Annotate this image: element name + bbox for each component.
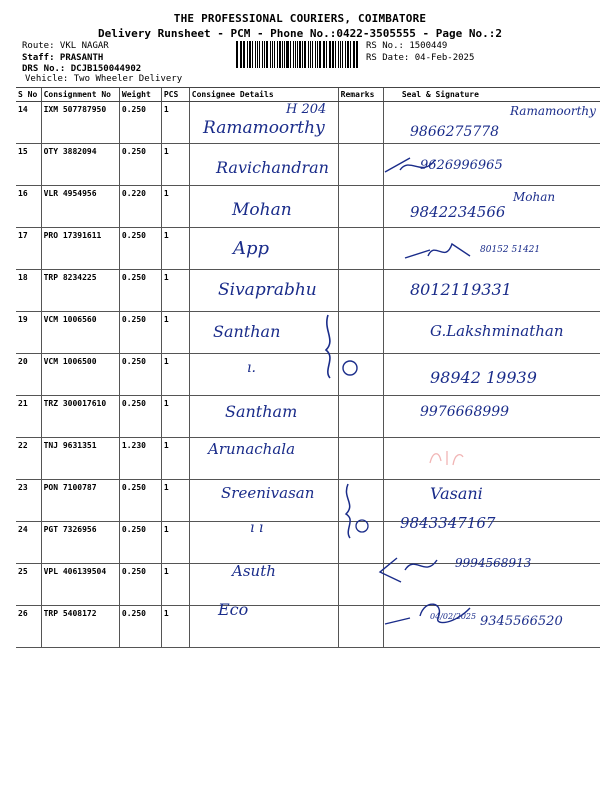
company-title: THE PROFESSIONAL COURIERS, COIMBATORE bbox=[173, 12, 427, 25]
handwritten-consignee-name: Mohan bbox=[232, 200, 292, 220]
handwritten-phone: 9976668999 bbox=[420, 404, 510, 420]
row-sno: 16 bbox=[16, 186, 41, 228]
row-pcs: 1 bbox=[161, 186, 189, 228]
barcode-bar bbox=[257, 41, 259, 68]
col-pcs: PCS bbox=[161, 88, 189, 102]
row-consignment-no: PON 7100787 bbox=[41, 480, 119, 522]
handwritten-phone: 9345566520 bbox=[480, 614, 563, 629]
handwritten-consignee-name: Santhan bbox=[213, 322, 281, 341]
row-remarks bbox=[338, 228, 383, 270]
row-weight: 0.250 bbox=[119, 228, 161, 270]
row-remarks bbox=[338, 144, 383, 186]
row-weight: 0.250 bbox=[119, 522, 161, 564]
row-consignee-details bbox=[189, 606, 338, 648]
row-remarks bbox=[338, 270, 383, 312]
row-consignment-no: PRO 17391611 bbox=[41, 228, 119, 270]
handwritten-phone: 9866275778 bbox=[410, 124, 500, 140]
barcode-bar bbox=[241, 41, 242, 68]
table-header-row bbox=[16, 88, 600, 102]
barcode-bar bbox=[272, 41, 274, 68]
barcode-bar bbox=[297, 41, 298, 68]
handwritten-consignee-name: Eco bbox=[218, 600, 249, 619]
row-sno: 24 bbox=[16, 522, 41, 564]
row-sno: 20 bbox=[16, 354, 41, 396]
row-sno: 15 bbox=[16, 144, 41, 186]
row-sno: 25 bbox=[16, 564, 41, 606]
row-consignment-no: VPL 406139504 bbox=[41, 564, 119, 606]
signature-scribble bbox=[375, 548, 445, 588]
barcode-bar bbox=[266, 41, 268, 68]
row-sno: 14 bbox=[16, 102, 41, 144]
barcode-bar bbox=[350, 41, 351, 68]
drs-number: DRS No.: DCJB150044902 bbox=[22, 64, 142, 74]
signature-scribble bbox=[380, 150, 440, 180]
barcode-bar bbox=[277, 41, 278, 68]
row-sno: 18 bbox=[16, 270, 41, 312]
row-weight: 0.250 bbox=[119, 396, 161, 438]
barcode-bar bbox=[356, 41, 357, 68]
barcode-bar bbox=[323, 41, 324, 68]
barcode-bar bbox=[264, 41, 265, 68]
handwritten-consignee-name: Ravichandran bbox=[216, 158, 329, 177]
faint-remark-mark bbox=[425, 445, 465, 470]
signature-scribble bbox=[400, 236, 480, 266]
barcode-bar bbox=[353, 41, 355, 68]
row-weight: 0.250 bbox=[119, 606, 161, 648]
row-consignee-details bbox=[189, 354, 338, 396]
handwritten-phone: 9843347167 bbox=[400, 514, 496, 532]
row-pcs: 1 bbox=[161, 564, 189, 606]
barcode-bar bbox=[332, 41, 334, 68]
barcode-bar bbox=[262, 41, 263, 68]
row-sno: 17 bbox=[16, 228, 41, 270]
row-consignment-no: VLR 4954956 bbox=[41, 186, 119, 228]
row-pcs: 1 bbox=[161, 606, 189, 648]
handwritten-signature: Ramamoorthy bbox=[510, 104, 596, 118]
handwritten-phone: 9626996965 bbox=[420, 158, 503, 173]
handwritten-signature: G.Lakshminathan bbox=[430, 322, 564, 340]
col-weight: Weight bbox=[119, 88, 161, 102]
col-sno: S No bbox=[16, 88, 41, 102]
row-remarks bbox=[338, 102, 383, 144]
route-label: Route: VKL NAGAR bbox=[22, 41, 109, 51]
barcode-bar bbox=[293, 41, 294, 68]
row-consignment-no: OTY 3882094 bbox=[41, 144, 119, 186]
row-remarks bbox=[338, 186, 383, 228]
handwritten-ditto: ı ı bbox=[250, 520, 264, 536]
row-sno: 19 bbox=[16, 312, 41, 354]
barcode-bar bbox=[335, 41, 336, 68]
handwritten-brace-mark bbox=[318, 310, 358, 380]
row-weight: 0.250 bbox=[119, 312, 161, 354]
col-remarks: Remarks bbox=[338, 88, 383, 102]
barcode-bar bbox=[279, 41, 281, 68]
runsheet-subtitle: Delivery Runsheet - PCM - Phone No.:0422-3505555 - Page No.:2 bbox=[98, 27, 502, 40]
handwritten-signature: Vasani bbox=[430, 484, 483, 503]
barcode-bar bbox=[342, 41, 343, 68]
barcode-bar bbox=[302, 41, 303, 68]
handwritten-consignee-name: Santham bbox=[225, 402, 298, 421]
handwritten-signature: 80152 51421 bbox=[480, 245, 541, 255]
row-remarks bbox=[338, 606, 383, 648]
barcode-bar bbox=[338, 41, 339, 68]
handwritten-consignee-name: Ramamoorthy bbox=[203, 118, 325, 138]
rs-date: RS Date: 04-Feb-2025 bbox=[366, 52, 475, 63]
handwritten-brace-mark bbox=[340, 480, 370, 540]
barcode-bar bbox=[259, 41, 260, 68]
row-remarks bbox=[338, 438, 383, 480]
handwritten-phone: 9994568913 bbox=[455, 556, 532, 570]
row-consignment-no: PGT 7326956 bbox=[41, 522, 119, 564]
handwritten-note: H 204 bbox=[286, 102, 327, 117]
barcode-bar bbox=[290, 41, 292, 68]
row-sno: 26 bbox=[16, 606, 41, 648]
handwritten-signature: Mohan bbox=[513, 190, 556, 204]
handwritten-phone: 9842234566 bbox=[410, 203, 506, 221]
barcode-bar bbox=[317, 41, 318, 68]
row-consignment-no: TRP 8234225 bbox=[41, 270, 119, 312]
barcode-bar bbox=[247, 41, 248, 68]
vehicle-label: Vehicle: Two Wheeler Delivery bbox=[25, 74, 183, 84]
row-weight: 0.250 bbox=[119, 480, 161, 522]
row-weight: 0.250 bbox=[119, 270, 161, 312]
handwritten-consignee-name: Sivaprabhu bbox=[218, 280, 317, 300]
barcode-bar bbox=[236, 41, 238, 68]
runsheet-meta-left bbox=[22, 41, 141, 76]
barcode-bar bbox=[319, 41, 321, 68]
row-pcs: 1 bbox=[161, 480, 189, 522]
row-pcs: 1 bbox=[161, 438, 189, 480]
barcode-bar bbox=[340, 41, 342, 68]
handwritten-phone: 98942 19939 bbox=[430, 368, 537, 387]
row-pcs: 1 bbox=[161, 396, 189, 438]
row-consignee-details bbox=[189, 522, 338, 564]
row-sno: 23 bbox=[16, 480, 41, 522]
row-weight: 1.230 bbox=[119, 438, 161, 480]
handwritten-consignee-name: Arunachala bbox=[208, 440, 296, 458]
row-weight: 0.250 bbox=[119, 144, 161, 186]
barcode-bar bbox=[282, 41, 283, 68]
table-row bbox=[16, 438, 600, 480]
barcode-bar bbox=[270, 41, 271, 68]
barcode-bar bbox=[347, 41, 349, 68]
barcode bbox=[236, 41, 360, 68]
barcode-bar bbox=[240, 41, 241, 68]
row-weight: 0.250 bbox=[119, 354, 161, 396]
rs-number: RS No.: 1500449 bbox=[366, 41, 448, 51]
row-consignment-no: IXM 507787950 bbox=[41, 102, 119, 144]
runsheet-meta-right bbox=[366, 41, 474, 64]
row-consignment-no: TRP 5408172 bbox=[41, 606, 119, 648]
barcode-bar bbox=[345, 41, 346, 68]
barcode-bar bbox=[308, 41, 309, 68]
barcode-bar bbox=[299, 41, 301, 68]
row-pcs: 1 bbox=[161, 144, 189, 186]
handwritten-consignee-name: Asuth bbox=[232, 562, 276, 580]
document-header bbox=[0, 12, 600, 40]
barcode-bar bbox=[326, 41, 327, 68]
row-pcs: 1 bbox=[161, 228, 189, 270]
barcode-bar bbox=[357, 41, 358, 68]
row-sno: 21 bbox=[16, 396, 41, 438]
handwritten-consignee-name: App bbox=[233, 238, 270, 259]
barcode-bar bbox=[310, 41, 311, 68]
col-consignment: Consignment No bbox=[41, 88, 119, 102]
row-seal-signature bbox=[383, 438, 600, 480]
row-consignment-no: VCM 1006560 bbox=[41, 312, 119, 354]
barcode-bar bbox=[304, 41, 306, 68]
barcode-bar bbox=[252, 41, 253, 68]
row-consignment-no: TRZ 300017610 bbox=[41, 396, 119, 438]
row-remarks bbox=[338, 396, 383, 438]
barcode-bar bbox=[243, 41, 245, 68]
row-consignment-no: VCM 1006500 bbox=[41, 354, 119, 396]
handwritten-phone: 8012119331 bbox=[410, 280, 512, 299]
row-weight: 0.250 bbox=[119, 564, 161, 606]
staff-label: Staff: PRASANTH bbox=[22, 52, 104, 63]
barcode-bar bbox=[312, 41, 314, 68]
barcode-bar bbox=[284, 41, 285, 68]
handwritten-signature: 04/02/2025 bbox=[430, 612, 477, 621]
handwritten-ditto: ı. bbox=[247, 360, 256, 376]
signature-scribble bbox=[380, 596, 480, 636]
row-pcs: 1 bbox=[161, 102, 189, 144]
barcode-bar bbox=[274, 41, 275, 68]
row-weight: 0.220 bbox=[119, 186, 161, 228]
barcode-bar bbox=[249, 41, 251, 68]
barcode-bar bbox=[324, 41, 325, 68]
barcode-bar bbox=[255, 41, 256, 68]
col-signature: Seal & Signature bbox=[383, 88, 600, 102]
row-pcs: 1 bbox=[161, 522, 189, 564]
col-consignee: Consignee Details bbox=[189, 88, 338, 102]
handwritten-consignee-name: Sreenivasan bbox=[221, 484, 315, 502]
table-row bbox=[16, 396, 600, 438]
row-weight: 0.250 bbox=[119, 102, 161, 144]
row-pcs: 1 bbox=[161, 312, 189, 354]
row-sno: 22 bbox=[16, 438, 41, 480]
row-pcs: 1 bbox=[161, 270, 189, 312]
row-pcs: 1 bbox=[161, 354, 189, 396]
barcode-bar bbox=[329, 41, 331, 68]
row-consignment-no: TNJ 9631351 bbox=[41, 438, 119, 480]
barcode-bar bbox=[286, 41, 288, 68]
barcode-bar bbox=[315, 41, 316, 68]
barcode-bar bbox=[295, 41, 296, 68]
